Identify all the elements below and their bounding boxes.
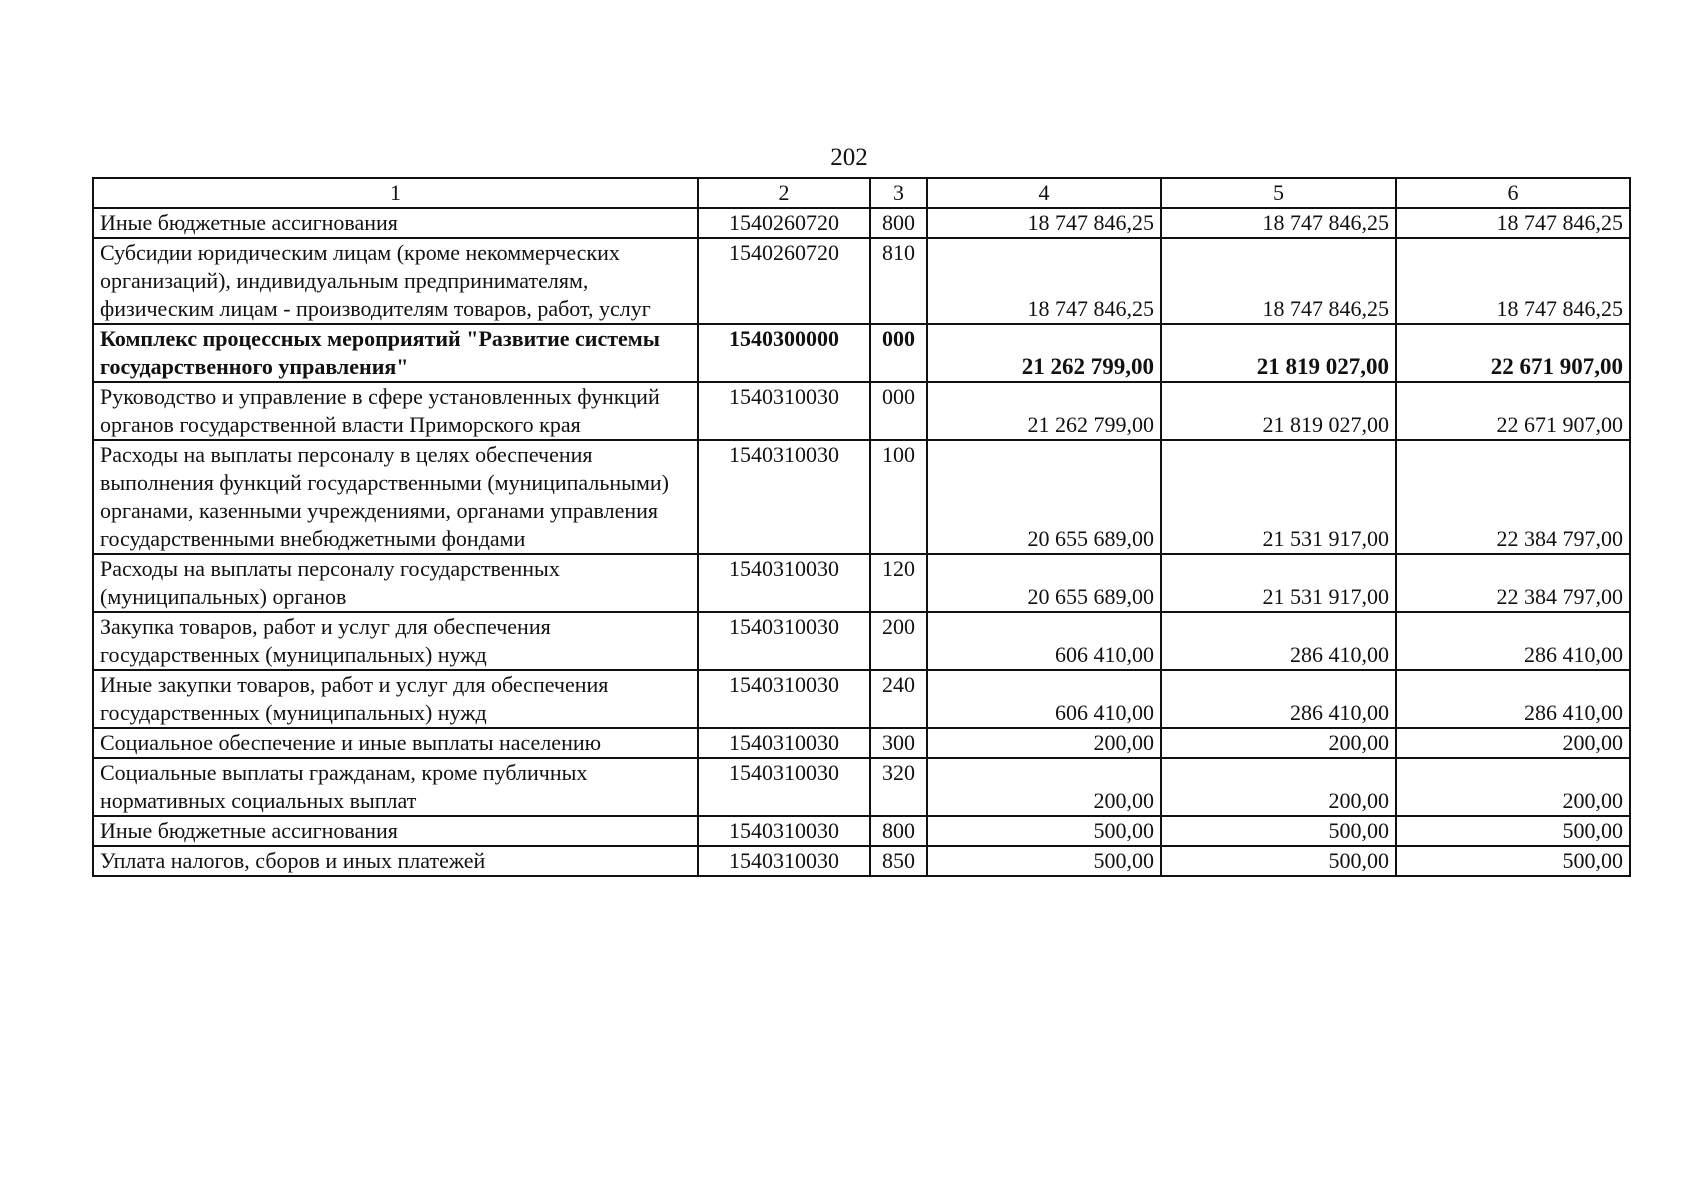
table-row xyxy=(93,758,1630,816)
row-code: 1540310030 xyxy=(698,612,870,670)
row-type: 810 xyxy=(870,238,927,324)
row-type: 240 xyxy=(870,670,927,728)
row-code: 1540310030 xyxy=(698,846,870,876)
row-value-col4: 20 655 689,00 xyxy=(927,554,1161,612)
row-value-col4: 21 262 799,00 xyxy=(927,382,1161,440)
row-value-col6: 500,00 xyxy=(1396,816,1630,846)
row-type: 800 xyxy=(870,816,927,846)
row-name: Социальные выплаты гражданам, кроме публичных нормативных социальных выплат xyxy=(93,758,698,816)
table-row xyxy=(93,382,1630,440)
row-type: 850 xyxy=(870,846,927,876)
table-row xyxy=(93,612,1630,670)
row-value-col6: 18 747 846,25 xyxy=(1396,238,1630,324)
row-value-col6: 200,00 xyxy=(1396,758,1630,816)
table-row xyxy=(93,554,1630,612)
row-value-col5: 286 410,00 xyxy=(1161,670,1396,728)
table-row xyxy=(93,324,1630,382)
row-code: 1540310030 xyxy=(698,816,870,846)
row-code: 1540260720 xyxy=(698,238,870,324)
row-name: Иные закупки товаров, работ и услуг для обеспечения государственных (муниципальных) нужд xyxy=(93,670,698,728)
table-row xyxy=(93,670,1630,728)
row-value-col6: 22 384 797,00 xyxy=(1396,440,1630,554)
row-value-col6: 22 384 797,00 xyxy=(1396,554,1630,612)
row-value-col4: 200,00 xyxy=(927,728,1161,758)
row-value-col5: 500,00 xyxy=(1161,816,1396,846)
row-value-col5: 18 747 846,25 xyxy=(1161,208,1396,238)
row-value-col4: 20 655 689,00 xyxy=(927,440,1161,554)
row-code: 1540310030 xyxy=(698,728,870,758)
table-row xyxy=(93,440,1630,554)
row-name: Комплекс процессных мероприятий "Развитие системы государственного управления" xyxy=(93,324,698,382)
row-name: Расходы на выплаты персоналу государственных (муниципальных) органов xyxy=(93,554,698,612)
row-code: 1540310030 xyxy=(698,440,870,554)
row-value-col5: 21 819 027,00 xyxy=(1161,324,1396,382)
table-row xyxy=(93,816,1630,846)
row-value-col5: 200,00 xyxy=(1161,758,1396,816)
row-value-col6: 286 410,00 xyxy=(1396,670,1630,728)
row-value-col5: 21 531 917,00 xyxy=(1161,440,1396,554)
row-value-col5: 21 531 917,00 xyxy=(1161,554,1396,612)
row-value-col4: 200,00 xyxy=(927,758,1161,816)
row-value-col6: 200,00 xyxy=(1396,728,1630,758)
row-value-col5: 200,00 xyxy=(1161,728,1396,758)
budget-table xyxy=(92,177,1631,877)
row-type: 800 xyxy=(870,208,927,238)
row-value-col4: 18 747 846,25 xyxy=(927,238,1161,324)
row-name: Руководство и управление в сфере установленных функций органов государственной власти Приморского края xyxy=(93,382,698,440)
header-cell-3: 3 xyxy=(870,178,927,208)
header-cell-5: 5 xyxy=(1161,178,1396,208)
row-value-col5: 500,00 xyxy=(1161,846,1396,876)
table-row xyxy=(93,238,1630,324)
row-name: Иные бюджетные ассигнования xyxy=(93,208,698,238)
row-name: Субсидии юридическим лицам (кроме некоммерческих организаций), индивидуальным предпринимателям, физическим лицам - производителям товаров, работ, услуг xyxy=(93,238,698,324)
header-cell-2: 2 xyxy=(698,178,870,208)
row-value-col6: 500,00 xyxy=(1396,846,1630,876)
page-number: 202 xyxy=(830,144,868,171)
row-code: 1540300000 xyxy=(698,324,870,382)
header-cell-4: 4 xyxy=(927,178,1161,208)
row-value-col5: 21 819 027,00 xyxy=(1161,382,1396,440)
table-row xyxy=(93,208,1630,238)
row-type: 200 xyxy=(870,612,927,670)
row-value-col6: 22 671 907,00 xyxy=(1396,382,1630,440)
row-type: 120 xyxy=(870,554,927,612)
table-row xyxy=(93,728,1630,758)
row-value-col6: 286 410,00 xyxy=(1396,612,1630,670)
row-value-col4: 606 410,00 xyxy=(927,612,1161,670)
row-value-col4: 606 410,00 xyxy=(927,670,1161,728)
header-cell-1: 1 xyxy=(93,178,698,208)
row-value-col6: 18 747 846,25 xyxy=(1396,208,1630,238)
row-code: 1540310030 xyxy=(698,382,870,440)
row-value-col5: 286 410,00 xyxy=(1161,612,1396,670)
row-value-col4: 500,00 xyxy=(927,816,1161,846)
row-value-col5: 18 747 846,25 xyxy=(1161,238,1396,324)
row-type: 320 xyxy=(870,758,927,816)
row-name: Расходы на выплаты персоналу в целях обеспечения выполнения функций государственными (муниципальными) органами, казенными учреждениями, органами управления государственными внебюджетными фондами xyxy=(93,440,698,554)
header-row xyxy=(93,178,1630,208)
row-name: Закупка товаров, работ и услуг для обеспечения государственных (муниципальных) нужд xyxy=(93,612,698,670)
table-row xyxy=(93,846,1630,876)
row-value-col4: 18 747 846,25 xyxy=(927,208,1161,238)
header-cell-6: 6 xyxy=(1396,178,1630,208)
row-name: Иные бюджетные ассигнования xyxy=(93,816,698,846)
row-type: 100 xyxy=(870,440,927,554)
row-name: Социальное обеспечение и иные выплаты населению xyxy=(93,728,698,758)
row-code: 1540260720 xyxy=(698,208,870,238)
row-value-col6: 22 671 907,00 xyxy=(1396,324,1630,382)
row-type: 000 xyxy=(870,382,927,440)
row-code: 1540310030 xyxy=(698,670,870,728)
row-type: 300 xyxy=(870,728,927,758)
row-type: 000 xyxy=(870,324,927,382)
row-value-col4: 21 262 799,00 xyxy=(927,324,1161,382)
row-code: 1540310030 xyxy=(698,758,870,816)
row-name: Уплата налогов, сборов и иных платежей xyxy=(93,846,698,876)
row-value-col4: 500,00 xyxy=(927,846,1161,876)
row-code: 1540310030 xyxy=(698,554,870,612)
